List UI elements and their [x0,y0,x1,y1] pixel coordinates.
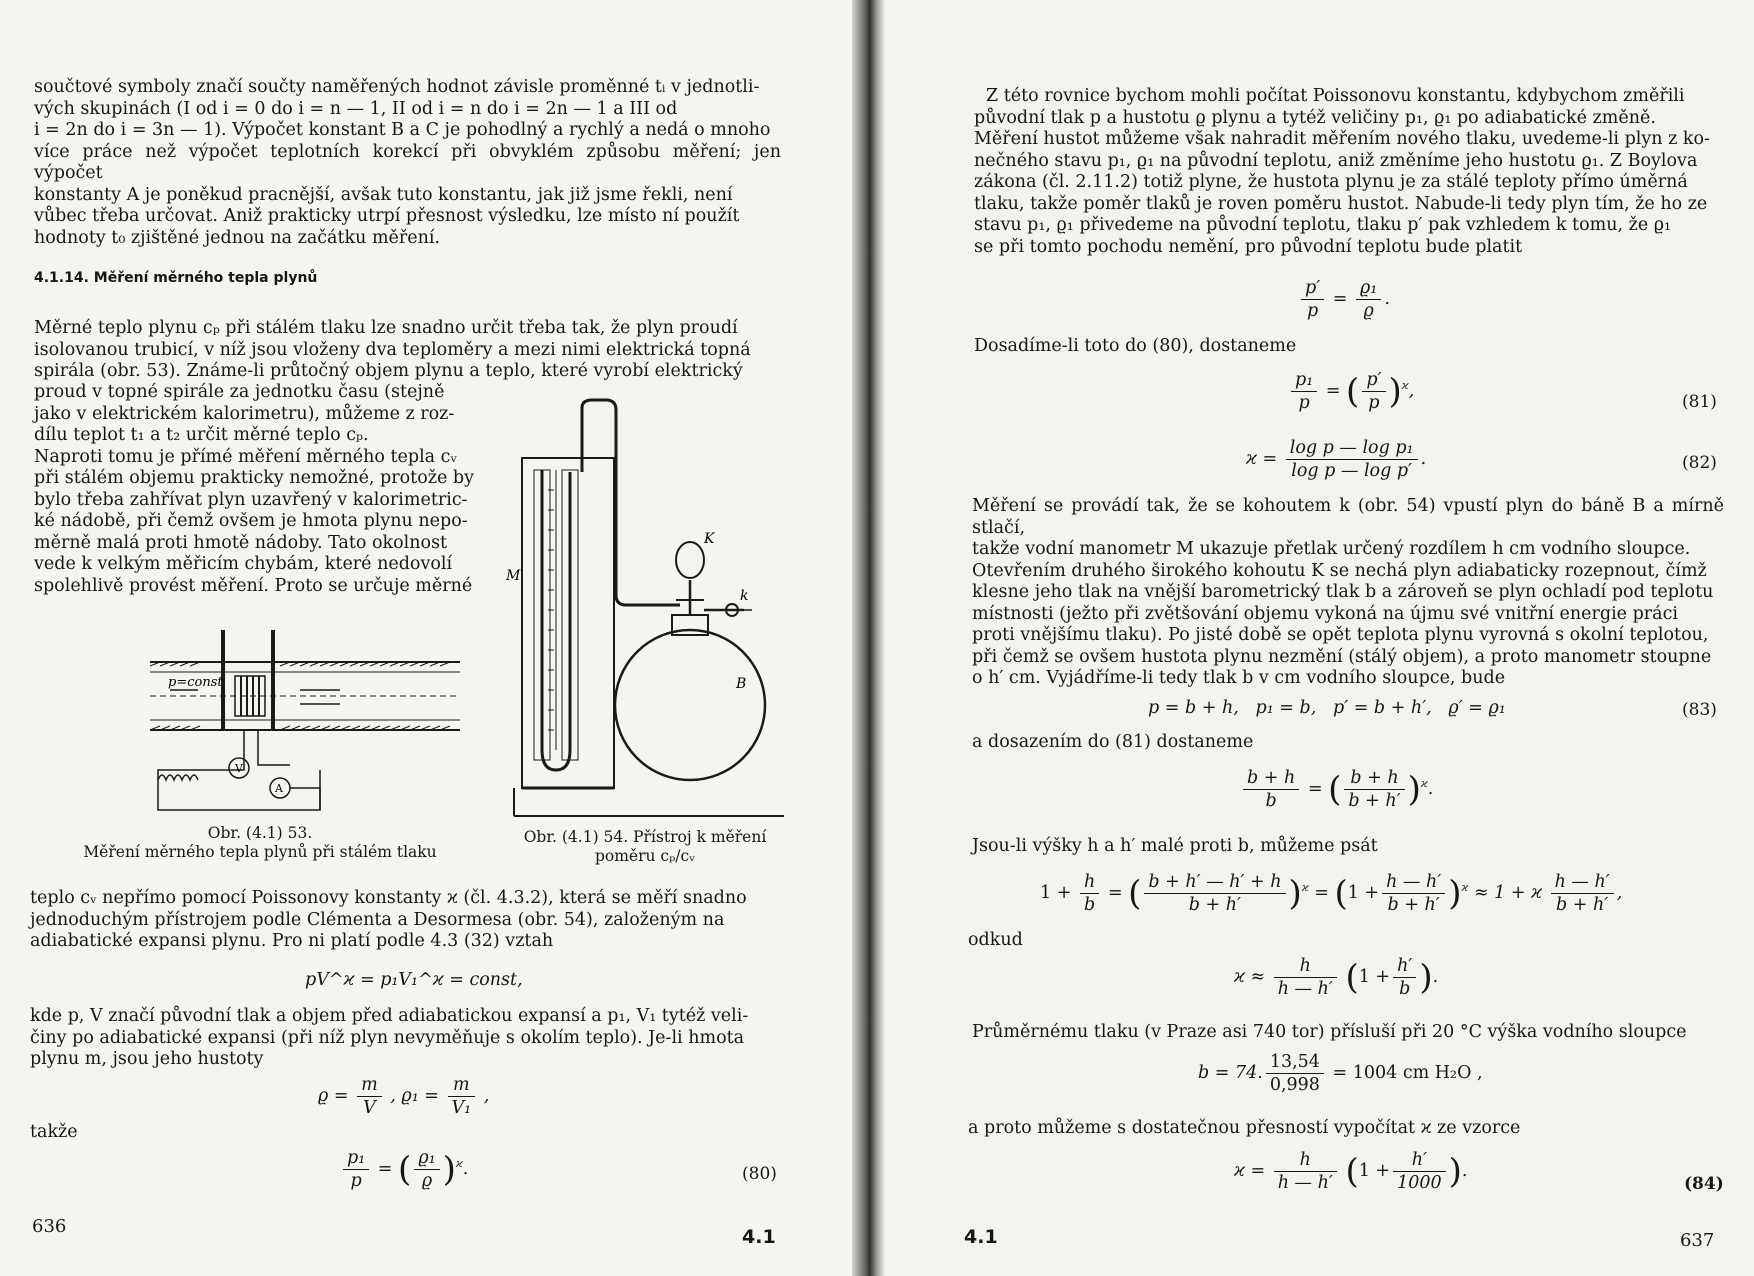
fraction [1274,1150,1337,1193]
numerator: h′ [1393,1150,1446,1172]
numerator: p′ [1362,370,1385,392]
text-line: tlaku, takže poměr tlaků je roven poměru hustot. Nabude-li tedy plyn tím, že ho ze [974,193,1708,214]
text-line: více práce než výpočet teplotních korekcí při obvyklém způsobu měření; jen výpočet [34,141,781,183]
denominator: b + h′ [1387,895,1440,915]
eq-part: . [1432,967,1439,987]
fraction [1286,438,1418,481]
eq-part: , [483,1086,490,1106]
odkud-word: odkud [968,930,1023,950]
equation-82 [1246,438,1426,481]
figure-53-label: p=const [168,675,223,690]
text-line: stavu p₁, ϱ₁ přivedeme na původní teplotu, tlaku p′ pak vzhledem k tomu, že ϱ₁ [974,215,1672,235]
text-line: se při tomto pochodu nemění, pro původní teplotu bude platit [974,236,1523,257]
text-line: klesne jeho tlak na vnější barometrický tlak b a zároveň se plyn ochladí pod teplotu [972,582,1714,602]
equation-kappa-approx: ϰ ≈ $\frac{h}{h — h'}$ (1 + $\frac{h'}{b}$ ). [1234,956,1439,999]
text-line: dílu teplot t₁ a t₂ určit měrné teplo cₚ. [34,425,369,445]
denominator: log p — log p′ [1291,461,1413,481]
caption-line: Obr. (4.1) 54. Přístroj k měření [523,828,767,846]
denominator: V [363,1098,376,1118]
eq-part: , [1408,381,1415,401]
text-line: zákona (čl. 2.11.2) totiž plyne, že hustota plynu je za stálé teploty přímo úměrná [974,172,1688,192]
fraction [1344,768,1404,811]
aproto-line: a proto můžeme s dostatečnou přesností vypočítat ϰ ze vzorce [968,1118,1521,1138]
text-line: takže vodní manometr M ukazuje přetlak určený rozdílem h cm vodního sloupce. [972,539,1691,559]
denominator: 1000 [1397,1173,1442,1193]
denominator: V₁ [451,1098,472,1118]
exponent: ϰ [1461,881,1469,895]
equation-b-h: $\frac{b + h}{b}$ = ( $\frac{b + h}{b + h'}$ )$^ϰ$. [1240,768,1433,811]
numerator: h′ [1393,956,1416,978]
equation-80: $\frac{\text{p₁}}{p}$ = ( $\frac{\text{ϱ₁}}{ϱ}$ )$^ϰ$. [340,1148,468,1191]
ammeter-letter: A [275,782,283,795]
text-line: Měrné teplo plynu cₚ při stálém tlaku lze snadno určit třeba tak, že plyn proudí [34,318,738,338]
text-line: místnosti (ježto při zvětšování objemu vykoná na újmu své vnitřní energie práci [972,603,1678,624]
text-line: hodnoty t₀ zjištěné jednou na začátku měření. [34,227,441,248]
fraction [414,1148,439,1191]
jsouli-line: Jsou-li výšky h a h′ malé proti b, můžeme psát [972,836,1378,856]
left-page [0,0,868,1276]
eq-part: . [1384,289,1390,309]
denominator: b + h′ [1348,791,1401,811]
figure-54-apparatus [500,400,790,820]
text-line: Měření hustot můžeme však nahradit měřením nového tlaku, uvedeme-li plyn z ko- [974,129,1710,149]
eq-part: 1 + [1358,967,1391,987]
fraction [357,1075,382,1118]
denominator: ϱ [421,1171,433,1191]
right-page [868,0,1754,1276]
text-line: vůbec třeba určovat. Aniž prakticky utrpí přesnost výsledku, lze místo ní použít [34,206,740,226]
eq-part: . [1420,449,1427,469]
text-line: proti vnějšímu tlaku). Po jisté době se opět teplota plynu vyrovná s okolní teplotou, [972,625,1709,645]
numerator: h — h′ [1551,872,1614,894]
left-kde-paragraph [30,1006,775,1071]
denominator: b + h′ [1188,895,1242,915]
eq-part: ϰ = [1234,1161,1266,1181]
eq-part: = 1004 cm H₂O , [1332,1063,1483,1083]
text-line: vede k velkým měřicím chybám, které nedovolí [34,554,453,574]
text-line: i = 2n do i = 3n — 1). Výpočet konstant B a C je pohodlný a rychlý a nedá o mnoho [34,120,771,140]
page-number-right: 637 [1680,1230,1715,1251]
equation-pressure-density-ratio: $\frac{p'}{p}$ = $\frac{\text{ϱ₁}}{ϱ}$ . [1298,278,1390,321]
eq-part: = [1314,883,1329,903]
caption-line: poměru cₚ/cᵥ [594,847,695,865]
eq-part: ϱ = [318,1086,349,1106]
section-mark-right: 4.1 [964,1226,998,1248]
numerator: p₁ [343,1148,369,1170]
book-gutter [852,0,884,1276]
equation-number-84: (84) [1684,1174,1724,1194]
text-line: Otevřením druhého širokého kohoutu K se nechá plyn adiabaticky rozepnout, čímž [972,560,1707,581]
fraction [1393,1150,1446,1193]
equation-84: ϰ = $\frac{h}{h — h'}$ (1 + $\frac{h'}{1000}$ ). [1234,1150,1468,1193]
numerator: h [1274,956,1337,978]
exponent: ϰ [455,1157,463,1171]
fraction [1274,956,1337,999]
equation-number-83: (83) [1682,700,1717,720]
text-line: o h′ cm. Vyjádříme-li tedy tlak b v cm vodního sloupce, bude [972,668,1506,688]
denominator: b + h′ [1556,895,1609,915]
manometer-letter: M [506,568,521,584]
denominator: p [1298,393,1310,413]
eq-part: 1 + [1347,883,1380,903]
eq-part: . [1461,1161,1468,1181]
fraction [343,1148,369,1191]
denominator: p [1306,301,1319,321]
numerator: log p — log p₁ [1286,438,1418,460]
text-line: jako v elektrickém kalorimetru), můžeme z roz- [34,403,455,424]
text-line: původní tlak p a hustotu ϱ plynu a tytéž veličiny p₁, ϱ₁ po adiabatické změně. [974,107,1656,128]
equation-densities [318,1075,489,1118]
exponent: ϰ [1420,777,1428,791]
numerator: m [448,1075,476,1097]
equation-83: p = b + h, p₁ = b, p′ = b + h′, ϱ′ = ϱ₁ [1148,698,1506,718]
denominator: h — h′ [1277,979,1333,999]
eq-part: 1 + [1040,883,1072,903]
numerator: p′ [1301,278,1324,300]
eq-part: , ϱ₁ = [390,1086,439,1106]
bulb-letter: B [736,676,747,692]
denominator: b [1265,791,1277,811]
right-mereni-paragraph [972,496,1724,690]
page-number-left: 636 [32,1216,67,1237]
text-line: měrně malá proti hmotě nádoby. Tato okolnost [34,532,448,553]
fraction [1393,956,1416,999]
text-line: teplo cᵥ nepřímo pomocí Poissonovy konstanty ϰ (čl. 4.3.2), která se měří snadno [30,888,747,908]
left-intro-paragraph [34,77,781,249]
adosazenim-line: a dosazením do (81) dostaneme [972,732,1254,752]
figure-53-flow-calorimeter [140,620,480,820]
exponent: ϰ [1301,881,1309,895]
fraction [1266,1052,1324,1095]
equation-adiabatic: pV^ϰ = p₁V₁^ϰ = const, [305,970,523,990]
denominator: b [1083,895,1096,915]
takze-word: takže [30,1122,78,1142]
text-line: spolehlivě provést měření. Proto se určuje měrné [34,575,473,596]
eq-part: 1 + [1358,1161,1391,1181]
eq-part: ≈ 1 + ϰ [1473,883,1542,903]
text-line: jednoduchým přístrojem podle Clémenta a Desormesa (obr. 54), založeným na [30,909,725,930]
exponent: ϰ [1401,379,1409,393]
numerator: ϱ₁ [1356,278,1381,300]
numerator: b + h′ — h′ + h [1144,872,1285,894]
equation-approximation: 1 + $\frac{h}{b}$ = ( $\frac{b + h' — h' + h}{b + h'}$ )$^ϰ$ = (1 + $\frac{h — h'}{b + h'}$ )$^ϰ$ ≈ 1 + ϰ $\frac{h — h'}{b + h'}$ , [1040,872,1623,915]
dosadime-line: Dosadíme-li toto do (80), dostaneme [974,336,1297,356]
text-line: adiabatické expansi plynu. Pro ni platí podle 4.3 (32) vztah [30,931,554,951]
text-line: spirála (obr. 53). Známe-li průtočný objem plynu a teplo, které vyrobí elektrický [34,361,743,381]
wide-tap-letter: K [704,531,715,547]
text-line: vých skupinách (I od i = 0 do i = n — 1, II od i = n do i = 2n — 1 a III od [34,98,678,119]
text-line: isolovanou trubicí, v níž jsou vloženy dva teploměry a mezi nimi elektrická topná [34,339,751,360]
denominator: b [1399,979,1411,999]
text-line: při čemž se ovšem hustota plynu nezmění (stálý objem), a proto manometr stoupne [972,646,1712,667]
section-heading: 4.1.14. Měření měrného tepla plynů [34,270,318,286]
equation-81: $\frac{\text{p₁}}{p}$ = ( $\frac{p'}{p}$ )$^ϰ$, [1288,370,1414,413]
fraction [1080,872,1099,915]
eq-part: ϰ ≈ [1234,967,1266,987]
fraction [1382,872,1445,915]
caption-line: Měření měrného tepla plynů při stálém tlaku [83,843,437,861]
text-line: kde p, V značí původní tlak a objem před adiabatickou expansí a p₁, V₁ tytéž veli- [30,1006,749,1026]
eq-part: b = 74. [1198,1063,1263,1083]
fraction [1243,768,1299,811]
text-line: proud v topné spirále za jednotku času (stejně [34,382,445,402]
numerator: b + h [1344,768,1404,790]
equation-number-80: (80) [742,1164,777,1184]
eq-part: = [1107,883,1123,903]
section-mark-left: 4.1 [742,1226,776,1248]
fraction [1301,278,1324,321]
text-line: součtové symboly značí součty naměřených hodnot závisle proměnné tᵢ v jednotli- [34,77,760,97]
numerator: h [1080,872,1099,894]
right-intro-paragraph [974,86,1724,258]
tap-letter: k [740,588,749,604]
fraction [1551,872,1614,915]
denominator: p [1368,393,1380,413]
text-line: při stálém objemu prakticky nemožné, protože by [34,468,474,488]
text-line: Z této rovnice bychom mohli počítat Poissonovu konstantu, kdybychom změřili [986,86,1685,106]
numerator: 13,54 [1266,1052,1324,1074]
voltmeter-letter: V [235,762,243,775]
fraction [1356,278,1381,321]
text-line: Naproti tomu je přímé měření měrného tepla cᵥ [34,446,457,467]
numerator: p₁ [1291,370,1317,392]
figure-53-caption [50,824,470,862]
prumer-line: Průměrnému tlaku (v Praze asi 740 tor) přísluší při 20 °C výška vodního sloupce [972,1022,1687,1042]
denominator: 0,998 [1269,1075,1320,1095]
text-line: plynu m, jsou jeho hustoty [30,1049,264,1069]
figure-54-caption [500,828,790,866]
numerator: b + h [1243,768,1299,790]
text-line: nečného stavu p₁, ϱ₁ na původní teplotu, aniž změníme jeho hustotu ϱ₁. Z Boylova [974,150,1698,171]
text-line: konstanty A je poněkud pracnější, avšak tuto konstantu, jak již jsme řekli, není [34,184,733,205]
text-line: Měření se provádí tak, že se kohoutem k (obr. 54) vpustí plyn do báně B a mírně stlačí, [972,496,1724,538]
left-after-figures-paragraph [30,888,775,953]
equation-b-value [1198,1052,1483,1095]
fraction [1144,872,1285,915]
denominator: p [350,1171,362,1191]
caption-line: Obr. (4.1) 53. [207,824,313,842]
equation-number-82: (82) [1682,453,1717,473]
numerator: ϱ₁ [414,1148,439,1170]
eq-part: . [1427,779,1434,799]
numerator: h [1274,1150,1337,1172]
eq-part: , [1616,883,1623,903]
fraction [448,1075,476,1118]
equation-number-81: (81) [1682,392,1717,412]
denominator: ϱ [1363,301,1374,321]
left-paragraph-narrow [34,382,486,597]
eq-part: ϰ = [1246,449,1278,469]
fraction [1291,370,1317,413]
text-line: ké nádobě, při čemž ovšem je hmota plynu nepo- [34,511,468,531]
text-line: bylo třeba zahřívat plyn uzavřený v kalorimetric- [34,489,468,510]
numerator: m [357,1075,382,1097]
fraction [1362,370,1385,413]
text-line: činy po adiabatické expansi (při níž plyn nevyměňuje s okolím teplo). Je-li hmota [30,1027,745,1048]
numerator: h — h′ [1382,872,1445,894]
left-paragraph-full [34,318,781,383]
denominator: h — h′ [1277,1173,1333,1193]
